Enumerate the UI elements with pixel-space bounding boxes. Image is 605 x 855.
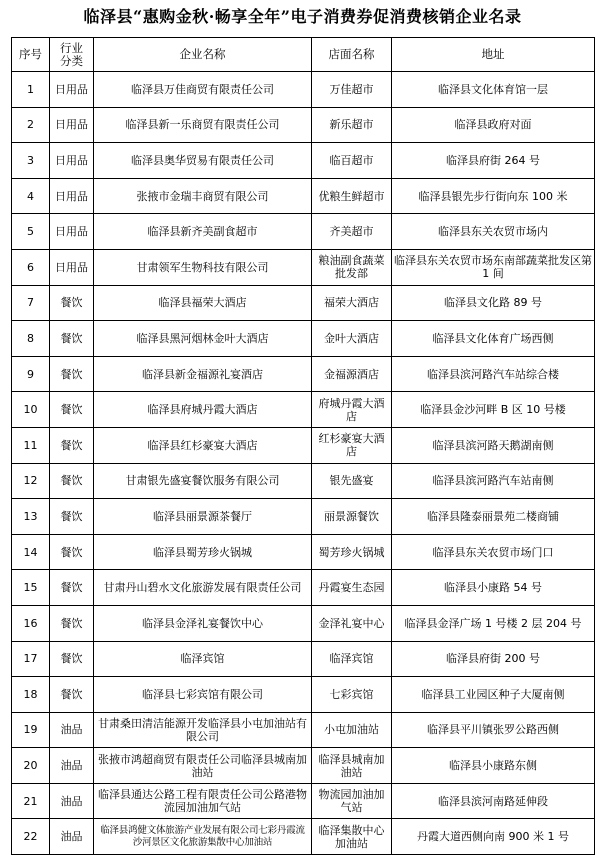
enterprise-table: [11, 37, 595, 855]
cell-no: 6: [12, 249, 50, 285]
document-title: 临泽县“惠购金秋·畅享全年”电子消费券促消费核销企业名录: [83, 7, 522, 26]
table-row: [12, 677, 595, 713]
cell-store: 金叶大酒店: [312, 321, 392, 357]
table-row: [12, 427, 595, 463]
cell-store: 银先盛宴: [312, 463, 392, 499]
cell-category: 餐饮: [50, 677, 94, 713]
cell-store: 小屯加油站: [312, 712, 392, 748]
cell-address: 临泽县滨河南路延伸段: [392, 783, 595, 819]
cell-no: 20: [12, 748, 50, 784]
cell-company: 临泽县新一乐商贸有限责任公司: [94, 107, 312, 143]
cell-address: 临泽县东关农贸市场内: [392, 214, 595, 250]
cell-store: 临百超市: [312, 143, 392, 179]
cell-category: 餐饮: [50, 463, 94, 499]
cell-company: 临泽县福荣大酒店: [94, 285, 312, 321]
cell-company: 临泽县通达公路工程有限责任公司公路港物流园加油加气站: [94, 783, 312, 819]
cell-no: 14: [12, 534, 50, 570]
cell-store: 优粮生鲜超市: [312, 178, 392, 214]
cell-address: 临泽县小康路 54 号: [392, 570, 595, 606]
header-address: 地址: [392, 38, 595, 72]
cell-company: 临泽县府城丹霞大酒店: [94, 392, 312, 428]
table-row: [12, 285, 595, 321]
cell-company: 临泽县七彩宾馆有限公司: [94, 677, 312, 713]
cell-store: 临泽县城南加油站: [312, 748, 392, 784]
cell-category: 餐饮: [50, 605, 94, 641]
cell-address: 临泽县小康路东侧: [392, 748, 595, 784]
cell-category: 日用品: [50, 249, 94, 285]
cell-category: 餐饮: [50, 392, 94, 428]
header-company: 企业名称: [94, 38, 312, 72]
cell-no: 3: [12, 143, 50, 179]
cell-store: 红杉豪宴大酒店: [312, 427, 392, 463]
cell-address: 临泽县府街 200 号: [392, 641, 595, 677]
table-row: [12, 143, 595, 179]
table-row: [12, 107, 595, 143]
cell-company: 张掖市金瑞丰商贸有限公司: [94, 178, 312, 214]
table-row: [12, 783, 595, 819]
cell-store: 万佳超市: [312, 72, 392, 108]
cell-address: 临泽县文化体育广场西侧: [392, 321, 595, 357]
table-row: [12, 463, 595, 499]
table-row: [12, 178, 595, 214]
cell-address: 临泽县滨河路汽车站南侧: [392, 463, 595, 499]
table-row: [12, 499, 595, 535]
cell-category: 日用品: [50, 143, 94, 179]
cell-no: 8: [12, 321, 50, 357]
cell-no: 17: [12, 641, 50, 677]
cell-address: 临泽县滨河路汽车站综合楼: [392, 356, 595, 392]
cell-category: 日用品: [50, 214, 94, 250]
cell-no: 1: [12, 72, 50, 108]
cell-category: 日用品: [50, 178, 94, 214]
cell-company: 临泽县万佳商贸有限责任公司: [94, 72, 312, 108]
cell-address: 临泽县银先步行街向东 100 米: [392, 178, 595, 214]
table-row: [12, 534, 595, 570]
cell-category: 油品: [50, 783, 94, 819]
cell-company: 甘肃桑田清洁能源开发临泽县小屯加油站有限公司: [94, 712, 312, 748]
cell-no: 4: [12, 178, 50, 214]
cell-category: 餐饮: [50, 570, 94, 606]
cell-store: 丹霞宴生态园: [312, 570, 392, 606]
cell-store: 蜀芳珍火锅城: [312, 534, 392, 570]
cell-category: 餐饮: [50, 321, 94, 357]
cell-no: 9: [12, 356, 50, 392]
table-row: [12, 712, 595, 748]
cell-no: 16: [12, 605, 50, 641]
cell-store: 金泽礼宴中心: [312, 605, 392, 641]
cell-address: 临泽县文化体育馆一层: [392, 72, 595, 108]
cell-no: 18: [12, 677, 50, 713]
cell-address: 临泽县平川镇张罗公路西侧: [392, 712, 595, 748]
cell-no: 13: [12, 499, 50, 535]
cell-store: 粮油副食蔬菜批发部: [312, 249, 392, 285]
cell-company: 临泽县黑河烟林金叶大酒店: [94, 321, 312, 357]
cell-company: 张掖市鸿超商贸有限责任公司临泽县城南加油站: [94, 748, 312, 784]
cell-category: 餐饮: [50, 427, 94, 463]
cell-company: 临泽宾馆: [94, 641, 312, 677]
cell-company: 临泽县鸿健文体旅游产业发展有限公司七彩丹霞流沙河景区文化旅游集散中心加油站: [94, 819, 312, 855]
table-row: [12, 641, 595, 677]
cell-no: 5: [12, 214, 50, 250]
cell-category: 餐饮: [50, 499, 94, 535]
cell-company: 临泽县金泽礼宴餐饮中心: [94, 605, 312, 641]
cell-address: 丹霞大道西侧向南 900 米 1 号: [392, 819, 595, 855]
cell-no: 21: [12, 783, 50, 819]
cell-store: 七彩宾馆: [312, 677, 392, 713]
cell-store: 丽景源餐饮: [312, 499, 392, 535]
cell-store: 临泽宾馆: [312, 641, 392, 677]
table-row: [12, 748, 595, 784]
table-row: [12, 321, 595, 357]
cell-address: 临泽县东关农贸市场门口: [392, 534, 595, 570]
table-row: [12, 819, 595, 855]
cell-company: 临泽县红杉豪宴大酒店: [94, 427, 312, 463]
table-row: [12, 72, 595, 108]
cell-store: 新乐超市: [312, 107, 392, 143]
cell-store: 临泽集散中心加油站: [312, 819, 392, 855]
header-no: 序号: [12, 38, 50, 72]
table-row: [12, 356, 595, 392]
table-row: [12, 249, 595, 285]
table-header-row: [12, 38, 595, 72]
cell-no: 15: [12, 570, 50, 606]
cell-company: 临泽县丽景源茶餐厅: [94, 499, 312, 535]
cell-company: 甘肃领军生物科技有限公司: [94, 249, 312, 285]
cell-address: 临泽县金沙河畔 B 区 10 号楼: [392, 392, 595, 428]
cell-no: 12: [12, 463, 50, 499]
cell-company: 甘肃银先盛宴餐饮服务有限公司: [94, 463, 312, 499]
cell-no: 10: [12, 392, 50, 428]
cell-company: 临泽县奥华贸易有限责任公司: [94, 143, 312, 179]
cell-category: 日用品: [50, 72, 94, 108]
header-store: 店面名称: [312, 38, 392, 72]
cell-address: 临泽县府街 264 号: [392, 143, 595, 179]
cell-no: 19: [12, 712, 50, 748]
cell-company: 临泽县新金福源礼宴酒店: [94, 356, 312, 392]
cell-store: 金福源酒店: [312, 356, 392, 392]
cell-no: 7: [12, 285, 50, 321]
cell-category: 餐饮: [50, 641, 94, 677]
cell-company: 临泽县蜀芳珍火锅城: [94, 534, 312, 570]
cell-company: 临泽县新齐美副食超市: [94, 214, 312, 250]
cell-address: 临泽县政府对面: [392, 107, 595, 143]
table-row: [12, 214, 595, 250]
cell-no: 2: [12, 107, 50, 143]
cell-no: 11: [12, 427, 50, 463]
cell-no: 22: [12, 819, 50, 855]
cell-store: 府城丹霞大酒店: [312, 392, 392, 428]
cell-address: 临泽县文化路 89 号: [392, 285, 595, 321]
cell-address: 临泽县滨河路天鹅湖南侧: [392, 427, 595, 463]
cell-address: 临泽县东关农贸市场东南部蔬菜批发区第 1 间: [392, 249, 595, 285]
cell-category: 餐饮: [50, 356, 94, 392]
table-row: [12, 605, 595, 641]
cell-category: 油品: [50, 819, 94, 855]
table-row: [12, 570, 595, 606]
cell-address: 临泽县隆泰丽景苑二楼商铺: [392, 499, 595, 535]
cell-category: 油品: [50, 748, 94, 784]
cell-store: 齐美超市: [312, 214, 392, 250]
cell-category: 餐饮: [50, 285, 94, 321]
cell-company: 甘肃丹山碧水文化旅游发展有限责任公司: [94, 570, 312, 606]
cell-address: 临泽县金泽广场 1 号楼 2 层 204 号: [392, 605, 595, 641]
table-row: [12, 392, 595, 428]
cell-category: 日用品: [50, 107, 94, 143]
cell-category: 餐饮: [50, 534, 94, 570]
cell-store: 福荣大酒店: [312, 285, 392, 321]
cell-store: 物流园加油加气站: [312, 783, 392, 819]
cell-address: 临泽县工业园区种子大厦南侧: [392, 677, 595, 713]
cell-category: 油品: [50, 712, 94, 748]
header-category: 行业分类: [50, 38, 94, 72]
